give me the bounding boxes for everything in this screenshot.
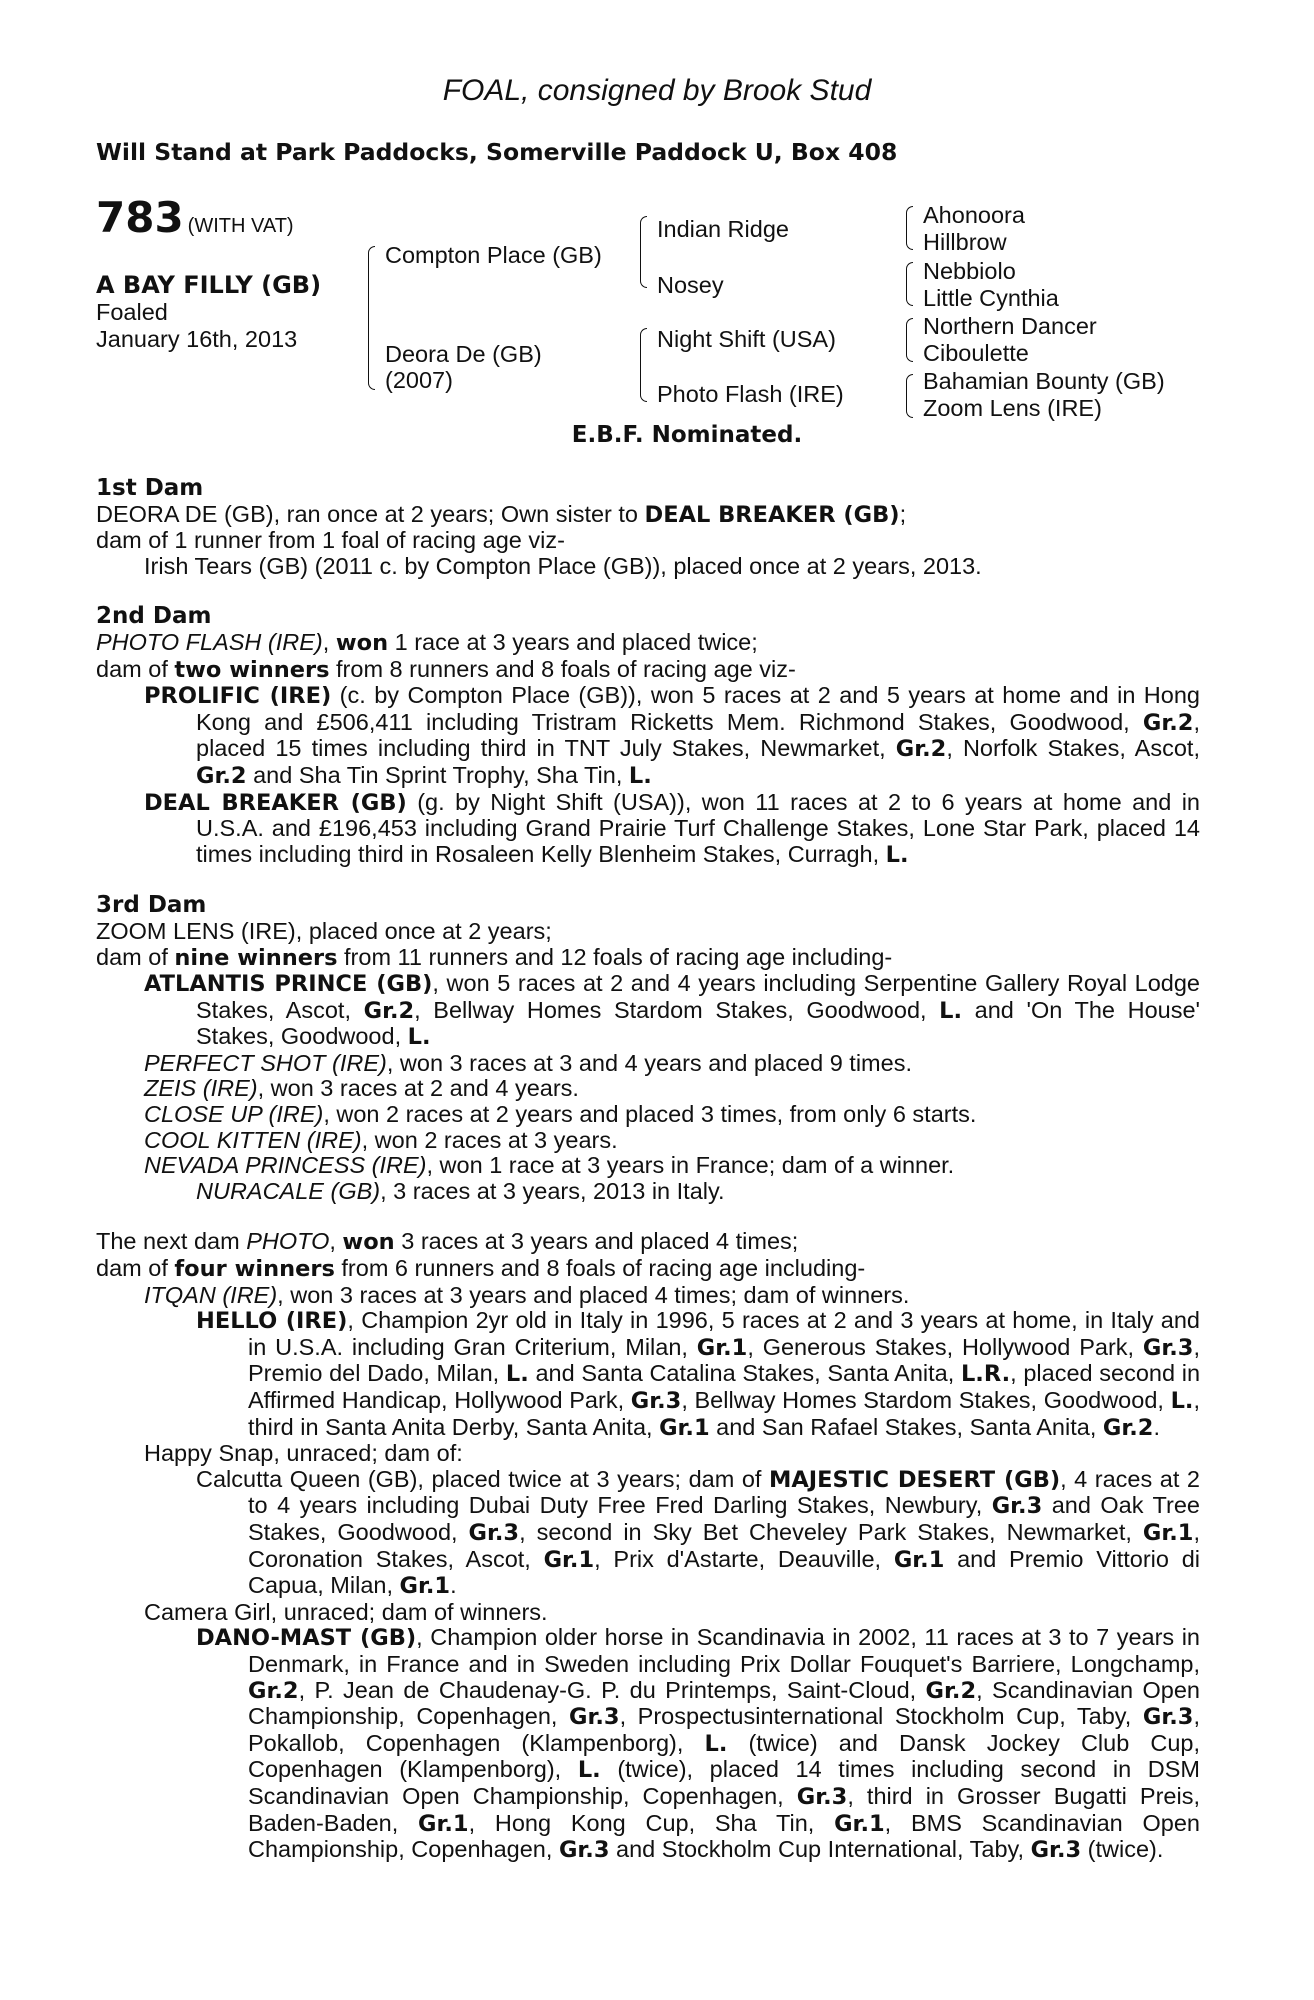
horse-name: PROLIFIC (IRE) bbox=[144, 683, 332, 710]
text: , won 3 races at 3 years and placed 4 times; dam of winners. bbox=[277, 1281, 910, 1308]
horse-name: NEVADA PRINCESS (IRE) bbox=[144, 1152, 427, 1179]
grade: Gr.1 bbox=[1142, 1519, 1194, 1546]
grade: L. bbox=[704, 1730, 728, 1757]
text: nine winners bbox=[174, 944, 338, 971]
vat-label: (WITH VAT) bbox=[187, 215, 294, 237]
text: , second in Sky Bet Cheveley Park Stakes, Newmarket, bbox=[519, 1518, 1143, 1545]
sire-name: Compton Place (GB) bbox=[385, 242, 602, 268]
text: , Generous Stakes, Hollywood Park, bbox=[747, 1333, 1143, 1360]
text: , third in Santa Anita Derby, Santa Anita, bbox=[248, 1387, 1200, 1440]
text: , won 3 races at 2 and 4 years. bbox=[257, 1075, 579, 1102]
text: and San Rafael Stakes, Santa Anita, bbox=[709, 1413, 1103, 1440]
text: , BMS Scandinavian Open Championship, Copenhagen, bbox=[248, 1809, 1200, 1863]
grade: Gr.1 bbox=[893, 1546, 945, 1573]
text: , Bellway Homes Stardom Stakes, Goodwood, bbox=[414, 996, 940, 1023]
horse-name: PHOTO bbox=[246, 1228, 330, 1255]
dam-line bbox=[96, 945, 1200, 972]
gen3-name: Ahonoora bbox=[923, 202, 1025, 228]
text: Calcutta Queen (GB), placed twice at 3 years; dam of bbox=[196, 1465, 769, 1492]
text: The next dam bbox=[96, 1228, 247, 1255]
grade: Gr.3 bbox=[569, 1704, 620, 1731]
gen3-name: Nebbiolo bbox=[923, 258, 1016, 284]
grade: Gr.3 bbox=[796, 1783, 848, 1810]
grade: Gr.3 bbox=[991, 1493, 1043, 1520]
text: , won 1 race at 3 years in France; dam of a winner. bbox=[426, 1152, 955, 1179]
produce-entry bbox=[96, 790, 1200, 869]
text: , 3 races at 3 years, 2013 in Italy. bbox=[380, 1177, 725, 1204]
text: , bbox=[322, 628, 336, 655]
produce-entry: Happy Snap, unraced; dam of: bbox=[144, 1440, 463, 1467]
gen3-name: Hillbrow bbox=[923, 229, 1007, 255]
foaled-date: January 16th, 2013 bbox=[96, 326, 298, 352]
grade: L. bbox=[407, 1024, 431, 1051]
gen3-name: Ciboulette bbox=[923, 340, 1029, 366]
grade: Gr.1 bbox=[543, 1546, 595, 1573]
text: and Oak Tree Stakes, Goodwood, bbox=[248, 1492, 1200, 1545]
text: and Stockholm Cup International, Taby, bbox=[609, 1836, 1031, 1863]
foaled-label: Foaled bbox=[96, 299, 168, 325]
text: from 6 runners and 8 foals of racing age including- bbox=[334, 1255, 866, 1282]
gen3-name: Zoom Lens (IRE) bbox=[923, 395, 1102, 421]
text: 3 races at 3 years and placed 4 times; bbox=[394, 1228, 799, 1255]
dam-line bbox=[96, 502, 1200, 529]
grade: Gr.1 bbox=[834, 1810, 885, 1837]
produce-entry bbox=[96, 971, 1200, 1051]
text: , Champion older horse in Scandinavia in 2002, 11 races at 3 to 7 years in Denmark, in France and in Sweden including Prix Dollar Fouquet's Barriere, Longchamp, bbox=[248, 1624, 1200, 1677]
text: , won 5 races at 2 and 4 years including Serpentine Gallery Royal Lodge Stakes, Ascot, bbox=[196, 970, 1200, 1023]
grade: Gr.3 bbox=[630, 1388, 682, 1414]
horse-name: CLOSE UP (IRE) bbox=[144, 1101, 324, 1128]
produce-entry bbox=[96, 683, 1200, 789]
text: , won 2 races at 2 years and placed 3 times, from only 6 starts. bbox=[323, 1101, 977, 1128]
dam-line bbox=[96, 1229, 1200, 1256]
text: , Bellway Homes Stardom Stakes, Goodwood, bbox=[681, 1387, 1171, 1413]
horse-name: ZEIS (IRE) bbox=[144, 1075, 258, 1102]
produce-entry bbox=[96, 1051, 1200, 1077]
text: , Prospectusinternational Stockholm Cup, Taby, bbox=[619, 1703, 1143, 1730]
grade: Gr.1 bbox=[659, 1414, 710, 1441]
grade: Gr.3 bbox=[1142, 1704, 1194, 1731]
horse-name: DEAL BREAKER (GB) bbox=[644, 501, 900, 528]
text: ; bbox=[899, 500, 907, 527]
grade: Gr.2 bbox=[895, 736, 947, 763]
pedigree-brace bbox=[640, 216, 647, 288]
pedigree-brace bbox=[906, 318, 913, 362]
text: , Champion 2yr old in Italy in 1996, 5 races at 2 and 3 years at home, in Italy and in U.S.A. including Gran Criterium, Milan, bbox=[248, 1307, 1200, 1360]
produce-entry bbox=[96, 1128, 1200, 1154]
spacer bbox=[96, 579, 1200, 604]
text: , won 3 races at 3 and 4 years and placed 9 times. bbox=[386, 1049, 912, 1076]
gen3-name: Bahamian Bounty (GB) bbox=[923, 368, 1165, 394]
text: , P. Jean de Chaudenay-G. P. du Printemps, Saint-Cloud, bbox=[298, 1676, 926, 1703]
text: four winners bbox=[174, 1256, 335, 1283]
pedigree-details bbox=[96, 476, 1200, 1864]
text: and Premio Vittorio di Capua, Milan, bbox=[248, 1545, 1200, 1599]
text: , won 2 races at 3 years. bbox=[361, 1126, 618, 1153]
pedigree-brace bbox=[368, 246, 375, 390]
horse-name: PHOTO FLASH (IRE) bbox=[96, 628, 323, 655]
text: and 'On The House' Stakes, Goodwood, bbox=[196, 996, 1201, 1050]
grade: Gr.1 bbox=[418, 1810, 469, 1837]
section-title: 1st Dam bbox=[96, 475, 204, 501]
lot-number: 783 bbox=[96, 193, 184, 242]
produce-entry: Camera Girl, unraced; dam of winners. bbox=[144, 1598, 548, 1625]
grade: Gr.3 bbox=[558, 1837, 610, 1864]
pedigree-brace bbox=[906, 374, 913, 418]
grade: Gr.2 bbox=[1142, 709, 1194, 736]
ebf-nominated: E.B.F. Nominated. bbox=[571, 422, 803, 448]
dam-sire: Night Shift (USA) bbox=[657, 326, 836, 352]
grade: Gr.1 bbox=[696, 1334, 748, 1361]
dam-line: ZOOM LENS (IRE), placed once at 2 years; bbox=[96, 917, 552, 944]
text: (twice), placed 14 times including second in DSM Scandinavian Open Championship, Copenhagen, bbox=[248, 1756, 1200, 1809]
gen3-name: Little Cynthia bbox=[923, 285, 1059, 311]
grade: Gr.3 bbox=[1030, 1837, 1082, 1864]
text: and Sha Tin Sprint Trophy, Sha Tin, bbox=[246, 761, 629, 788]
text: DEORA DE (GB), ran once at 2 years; Own sister to bbox=[96, 500, 645, 527]
lot-number-block bbox=[96, 193, 294, 242]
grade: Gr.2 bbox=[925, 1677, 977, 1704]
produce-entry bbox=[96, 1625, 1200, 1863]
sire-dam: Nosey bbox=[657, 272, 724, 298]
text: (twice). bbox=[1081, 1836, 1164, 1863]
text: , Premio del Dado, Milan, bbox=[248, 1333, 1200, 1387]
grade: L. bbox=[505, 1361, 529, 1388]
horse-name: NURACALE (GB) bbox=[196, 1177, 381, 1204]
horse-name: DANO-MAST (GB) bbox=[196, 1625, 417, 1652]
dam-line: dam of 1 runner from 1 foal of racing age viz- bbox=[96, 527, 565, 554]
grade: Gr.2 bbox=[248, 1677, 299, 1704]
text: (twice) and Dansk Jockey Club Cup, Copenhagen (Klampenborg), bbox=[248, 1729, 1200, 1783]
stand-location: Will Stand at Park Paddocks, Somerville Paddock U, Box 408 bbox=[96, 138, 898, 166]
text: , 4 races at 2 to 4 years including Dubai Duty Free Fred Darling Stakes, Newbury, bbox=[248, 1465, 1200, 1519]
text: dam of bbox=[96, 943, 175, 970]
dam-line bbox=[96, 657, 1200, 684]
grade: L. bbox=[628, 762, 652, 789]
grade: Gr.2 bbox=[1102, 1414, 1154, 1441]
text: (c. by Compton Place (GB)), won 5 races at 2 and 5 years at home and in Hong Kong and £506,411 including Tristram Ricketts Mem. Richmond Stakes, Goodwood, bbox=[196, 682, 1200, 735]
text: and Santa Catalina Stakes, Santa Anita, bbox=[528, 1360, 961, 1387]
dam-year: (2007) bbox=[385, 367, 453, 393]
text: , Coronation Stakes, Ascot, bbox=[248, 1518, 1200, 1572]
produce-entry bbox=[96, 1076, 1200, 1102]
produce-entry bbox=[96, 1179, 1200, 1205]
text: dam of bbox=[96, 655, 175, 682]
produce-entry bbox=[96, 1153, 1200, 1179]
text: , Pokallob, Copenhagen (Klampenborg), bbox=[248, 1703, 1200, 1756]
text: dam of bbox=[96, 1255, 175, 1282]
horse-name: COOL KITTEN (IRE) bbox=[144, 1126, 362, 1153]
gen3-name: Northern Dancer bbox=[923, 313, 1097, 339]
dam-name: Deora De (GB) bbox=[385, 341, 542, 367]
produce-line: Irish Tears (GB) (2011 c. by Compton Place (GB)), placed once at 2 years, 2013. bbox=[144, 552, 982, 579]
text: , third in Grosser Bugatti Preis, Baden-Baden, bbox=[248, 1782, 1200, 1836]
grade: Gr.1 bbox=[399, 1573, 451, 1600]
grade: L. bbox=[1170, 1388, 1194, 1414]
grade: Gr.3 bbox=[1142, 1334, 1194, 1361]
text: , placed 15 times including third in TNT July Stakes, Newmarket, bbox=[196, 708, 1200, 762]
text: , Scandinavian Open Championship, Copenhagen, bbox=[248, 1676, 1200, 1730]
sire-sire: Indian Ridge bbox=[657, 216, 789, 242]
spacer bbox=[96, 868, 1200, 893]
text: 1 race at 3 years and placed twice; bbox=[388, 628, 758, 655]
text: , Prix d'Astarte, Deauville, bbox=[594, 1545, 894, 1572]
text: . bbox=[1153, 1413, 1160, 1440]
grade: L.R. bbox=[960, 1361, 1011, 1388]
text: won bbox=[335, 629, 389, 656]
text: , Norfolk Stakes, Ascot, bbox=[946, 735, 1200, 762]
produce-entry bbox=[96, 1102, 1200, 1128]
horse-name: DEAL BREAKER (GB) bbox=[144, 789, 407, 816]
pedigree-brace bbox=[640, 328, 647, 402]
horse-name: PERFECT SHOT (IRE) bbox=[144, 1049, 387, 1076]
section-title: 3rd Dam bbox=[96, 892, 207, 919]
pedigree-brace bbox=[906, 206, 913, 250]
text: two winners bbox=[174, 656, 330, 683]
text: , bbox=[329, 1228, 343, 1255]
spacer bbox=[96, 1204, 1200, 1229]
dam-dam: Photo Flash (IRE) bbox=[657, 381, 844, 407]
text: from 11 runners and 12 foals of racing age including- bbox=[337, 943, 893, 970]
text: . bbox=[450, 1572, 457, 1599]
produce-entry bbox=[96, 1283, 1200, 1309]
horse-name: ITQAN (IRE) bbox=[144, 1281, 278, 1308]
pedigree-brace bbox=[906, 262, 913, 306]
grade: Gr.2 bbox=[196, 762, 247, 789]
dam-line bbox=[96, 1256, 1200, 1283]
grade: L. bbox=[939, 997, 963, 1024]
horse-name: ATLANTIS PRINCE (GB) bbox=[144, 971, 433, 998]
lot-name: A BAY FILLY (GB) bbox=[96, 271, 322, 299]
grade: L. bbox=[577, 1757, 601, 1784]
produce-entry bbox=[96, 1308, 1200, 1441]
grade: L. bbox=[885, 841, 909, 868]
section-title: 2nd Dam bbox=[96, 603, 212, 630]
text: (g. by Night Shift (USA)), won 11 races at 2 to 6 years at home and in U.S.A. and £196,453 including Grand Prairie Turf Challenge Stakes, Lone Star Park, placed 14 times including third in Rosaleen Kelly Blenheim Stakes, Curragh, bbox=[196, 788, 1200, 867]
lot-header: FOAL, consigned by Brook Stud bbox=[442, 74, 872, 107]
produce-entry bbox=[96, 1467, 1200, 1600]
horse-name: MAJESTIC DESERT (GB) bbox=[769, 1466, 1061, 1493]
text: , Hong Kong Cup, Sha Tin, bbox=[468, 1809, 835, 1836]
lot-description bbox=[96, 272, 321, 353]
grade: Gr.2 bbox=[363, 997, 415, 1024]
text: , placed second in Affirmed Handicap, Hollywood Park, bbox=[248, 1360, 1201, 1413]
dam-line bbox=[96, 630, 1200, 657]
horse-name: HELLO (IRE) bbox=[196, 1308, 348, 1335]
text: won bbox=[342, 1229, 395, 1256]
text: from 8 runners and 8 foals of racing age viz- bbox=[329, 655, 796, 682]
grade: Gr.3 bbox=[468, 1519, 520, 1546]
